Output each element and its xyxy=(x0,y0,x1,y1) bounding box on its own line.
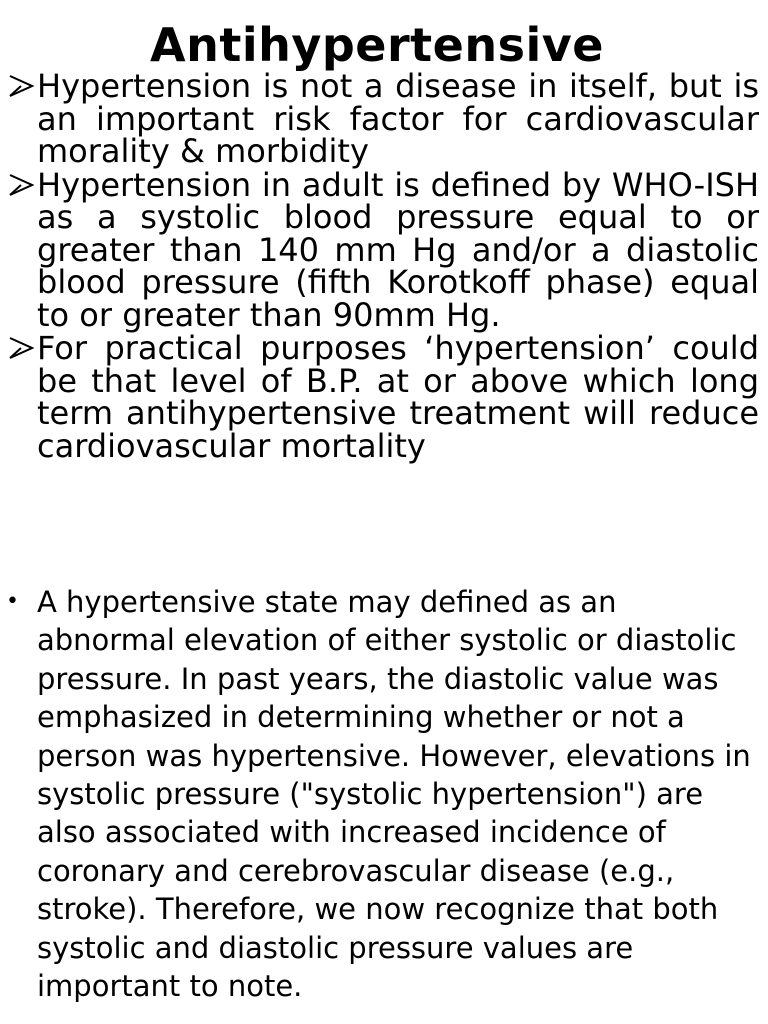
arrow-bullet-icon xyxy=(8,74,34,98)
list-item-text: For practical purposes ‘hypertension’ could be that level of B.P. at or above which long term antihypertensive treatment will reduce cardiovascular mortality xyxy=(37,329,759,465)
list-item xyxy=(0,165,768,334)
list-item xyxy=(0,329,768,465)
arrow-bullet-list xyxy=(0,67,768,465)
list-item-text: A hypertensive state may defined as an abnormal elevation of either systolic or diastolic pressure. In past years, the diastolic value was emphasized in determining whether or not a person was hypertensive. However, elevations in systolic pressure ("systolic hypertension") are also associated with increased incidence of coronary and cerebrovascular disease (e.g., stroke). Therefore, we now recognize that both systolic and diastolic pressure values are important to note. xyxy=(37,585,751,1004)
bullet-dot: • xyxy=(6,589,19,614)
arrow-bullet-icon xyxy=(8,336,34,360)
slide-title: Antihypertensive xyxy=(150,18,604,72)
arrow-bullet-icon xyxy=(8,173,34,197)
list-item-text: Hypertension in adult is defined by WHO-ISH as a systolic blood pressure equal to or greater than 140 mm Hg and/or a diastolic blood pressure (fifth Korotkoff phase) equal to or greater than 90mm Hg. xyxy=(37,165,759,334)
list-item-text: Hypertension is not a disease in itself, but is an important risk factor for cardiovascular morality & morbidity xyxy=(37,67,759,170)
list-item xyxy=(0,67,768,170)
